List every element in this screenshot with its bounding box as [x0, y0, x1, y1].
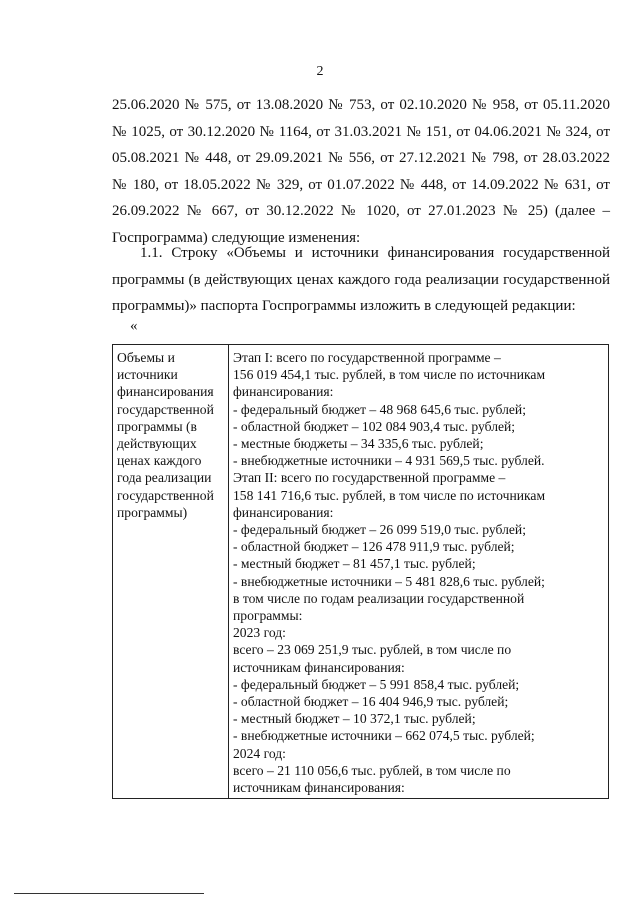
- content-line: всего – 21 110 056,6 тыс. рублей, в том числе по: [233, 762, 511, 778]
- content-line: - федеральный бюджет – 5 991 858,4 тыс. рублей;: [233, 676, 520, 692]
- content-line: - областной бюджет – 102 084 903,4 тыс. рублей;: [233, 418, 516, 434]
- label-line: программы): [117, 504, 188, 520]
- table-row: [113, 345, 609, 799]
- item-line: программы (в действующих ценах каждого года реализации государственной: [112, 271, 610, 288]
- label-line: государственной: [117, 401, 214, 417]
- content-line: - областной бюджет – 16 404 946,9 тыс. рублей;: [233, 694, 509, 710]
- row-label-cell: [113, 345, 229, 799]
- page-number: 2: [316, 64, 324, 79]
- intro-line: № 1025, от 30.12.2020 № 1164, от 31.03.2021 № 151, от 04.06.2021 № 324, от: [112, 123, 610, 140]
- content-line: 158 141 716,6 тыс. рублей, в том числе по источникам: [233, 487, 546, 503]
- label-line: финансирования: [117, 384, 214, 400]
- content-line: - местный бюджет – 10 372,1 тыс. рублей;: [233, 711, 476, 727]
- content-line: Этап II: всего по государственной программе –: [233, 470, 506, 486]
- content-line: - местный бюджет – 81 457,1 тыс. рублей;: [233, 556, 476, 572]
- content-line: финансирования:: [233, 384, 334, 400]
- content-line: - внебюджетные источники – 662 074,5 тыс. рублей;: [233, 728, 535, 744]
- content-line: 2024 год:: [233, 745, 286, 761]
- intro-last-line: Госпрограмма) следующие изменения:: [112, 229, 361, 246]
- row-content-cell: [229, 345, 609, 799]
- content-line: - федеральный бюджет – 26 099 519,0 тыс. рублей;: [233, 522, 526, 538]
- label-line: Объемы и: [117, 350, 175, 365]
- content-line: программы:: [233, 608, 303, 624]
- item-last-line: программы)» паспорта Госпрограммы изложить в следующей редакции:: [112, 298, 576, 314]
- content-line: - местные бюджеты – 34 335,6 тыс. рублей;: [233, 436, 484, 452]
- content-line: источникам финансирования:: [233, 780, 405, 796]
- item-line: 1.1. Строку «Объемы и источники финансирования государственной: [140, 245, 610, 261]
- content-line: финансирования:: [233, 504, 334, 520]
- content-line: источникам финансирования:: [233, 659, 405, 675]
- label-line: государственной: [117, 487, 214, 503]
- intro-line: 26.09.2022 № 667, от 30.12.2022 № 1020, от 27.01.2023 № 25) (далее –: [112, 203, 610, 219]
- content-line: Этап I: всего по государственной программе –: [233, 350, 501, 365]
- intro-paragraph: [112, 92, 610, 251]
- intro-line: 25.06.2020 № 575, от 13.08.2020 № 753, от 02.10.2020 № 958, от 05.11.2020: [112, 97, 610, 113]
- content-line: всего – 23 069 251,9 тыс. рублей, в том числе по: [233, 642, 512, 658]
- label-line: ценах каждого: [117, 453, 202, 469]
- content-line: 2023 год:: [233, 625, 286, 641]
- content-line: в том числе по годам реализации государственной: [233, 590, 525, 606]
- content-line: 156 019 454,1 тыс. рублей, в том числе по источникам: [233, 367, 546, 383]
- intro-line: 05.08.2021 № 448, от 29.09.2021 № 556, от 27.12.2021 № 798, от 28.03.2022: [112, 150, 610, 166]
- opening-quote-mark: «: [130, 318, 138, 334]
- content-line: - внебюджетные источники – 5 481 828,6 тыс. рублей;: [233, 573, 545, 589]
- content-line: - федеральный бюджет – 48 968 645,6 тыс. рублей;: [233, 401, 526, 417]
- intro-line: № 180, от 18.05.2022 № 329, от 01.07.2022 № 448, от 14.09.2022 № 631, от: [112, 176, 610, 193]
- label-line: программы (в: [117, 418, 197, 434]
- content-line: - внебюджетные источники – 4 931 569,5 тыс. рублей.: [233, 453, 545, 469]
- footnote-divider: [14, 893, 204, 894]
- passport-table: [112, 344, 609, 799]
- item-paragraph: [112, 240, 610, 320]
- label-line: года реализации: [117, 470, 212, 486]
- label-line: источники: [117, 367, 178, 383]
- content-line: - областной бюджет – 126 478 911,9 тыс. рублей;: [233, 539, 515, 555]
- label-line: действующих: [117, 436, 197, 452]
